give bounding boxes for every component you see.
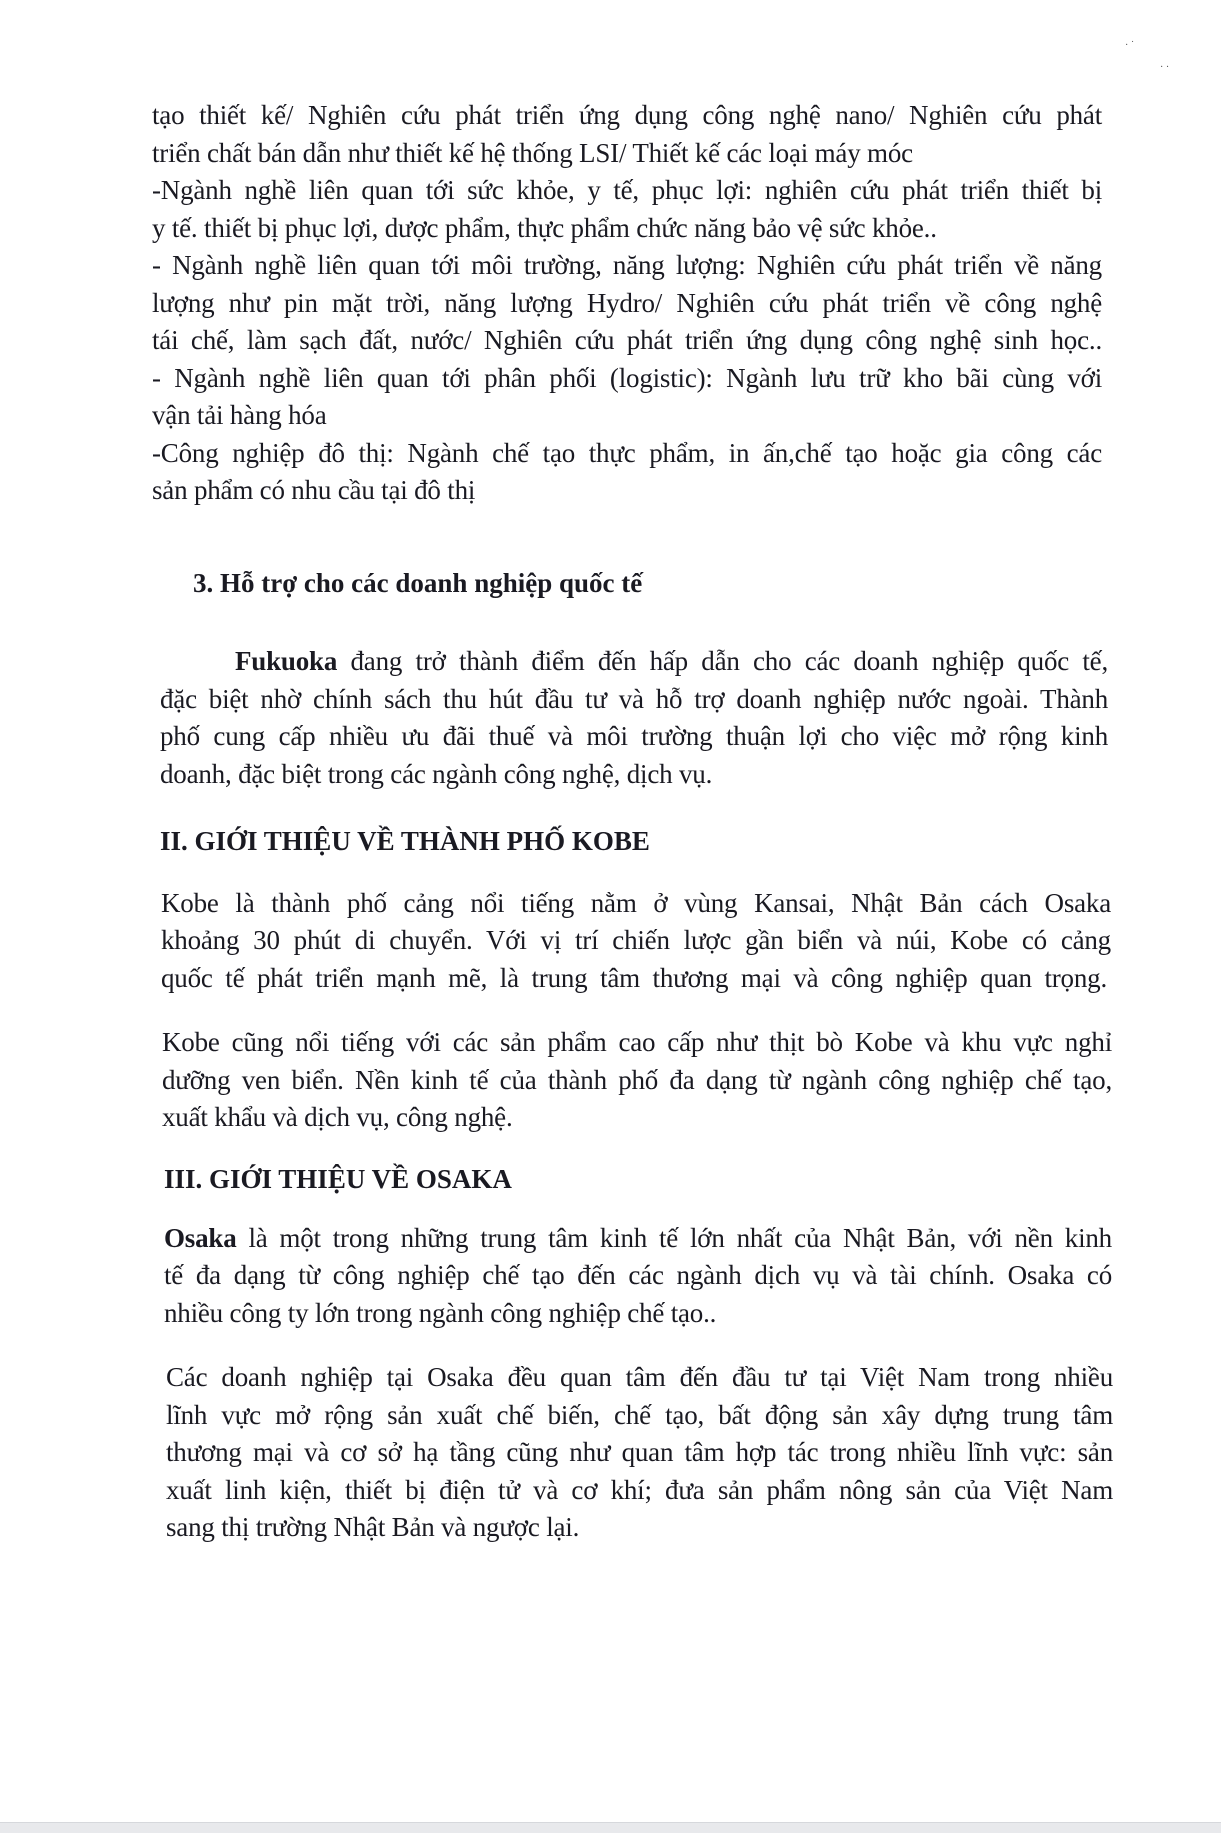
text-line: phố cung cấp nhiều ưu đãi thuế và môi trường thuận lợi cho việc mở rộng kinh [160,721,1108,751]
text-line: Kobe là thành phố cảng nổi tiếng nằm ở vùng Kansai, Nhật Bản cách Osaka [161,888,1111,918]
bold-term: Osaka [164,1223,237,1253]
text-line: lĩnh vực mở rộng sản xuất chế biến, chế tạo, bất động sản xây dựng trung tâm [166,1400,1113,1430]
text-line: - Ngành nghề liên quan tới phân phối (logistic): Ngành lưu trữ kho bãi cùng với [152,363,1102,393]
text-line [164,1222,1112,1254]
text-line: y tế. thiết bị phục lợi, dược phẩm, thực phẩm chức năng bảo vệ sức khỏe.. [152,213,937,243]
section-heading: II. GIỚI THIỆU VỀ THÀNH PHỐ KOBE [160,826,650,856]
scan-speck: · · [1160,62,1170,73]
text-line: Các doanh nghiệp tại Osaka đều quan tâm đến đầu tư tại Việt Nam trong nhiều [166,1362,1113,1392]
text-line: sang thị trường Nhật Bản và ngược lại. [166,1512,580,1542]
section-heading: III. GIỚI THIỆU VỀ OSAKA [164,1164,512,1194]
text-line: lượng như pin mặt trời, năng lượng Hydro/ Nghiên cứu phát triển về công nghệ [152,288,1102,318]
text-line: khoảng 30 phút di chuyển. Với vị trí chiến lược gần biển và núi, Kobe có cảng [161,925,1111,955]
bold-term: Fukuoka [235,646,338,676]
text-line: triển chất bán dẫn như thiết kế hệ thống LSI/ Thiết kế các loại máy móc [152,138,913,168]
scan-speck: · ˙ [1125,40,1135,51]
text-line: sản phẩm có nhu cầu tại đô thị [152,475,476,505]
text-line: doanh, đặc biệt trong các ngành công nghệ, dịch vụ. [160,759,713,789]
section-heading: 3. Hỗ trợ cho các doanh nghiệp quốc tế [193,568,643,598]
text-line: tái chế, làm sạch đất, nước/ Nghiên cứu phát triển ứng dụng công nghệ sinh học.. [152,325,1102,355]
text-span: là một trong những trung tâm kinh tế lớn nhất của Nhật Bản, với nền kinh [236,1223,1112,1253]
viewer-bottom-edge [0,1822,1221,1833]
text-line: vận tải hàng hóa [152,400,327,430]
text-line: -Ngành nghề liên quan tới sức khỏe, y tế, phục lợi: nghiên cứu phát triển thiết bị [152,175,1102,205]
text-line: quốc tế phát triển mạnh mẽ, là trung tâm thương mại và công nghiệp quan trọng. [161,963,1107,993]
text-line: tạo thiết kế/ Nghiên cứu phát triển ứng dụng công nghệ nano/ Nghiên cứu phát [152,100,1102,130]
text-span: đang trở thành điểm đến hấp dẫn cho các doanh nghiệp quốc tế, [337,646,1108,676]
text-line: - Ngành nghề liên quan tới môi trường, năng lượng: Nghiên cứu phát triển về năng [152,250,1102,280]
text-line: Kobe cũng nổi tiếng với các sản phẩm cao cấp như thịt bò Kobe và khu vực nghỉ [162,1027,1112,1057]
text-line: xuất khẩu và dịch vụ, công nghệ. [162,1102,513,1132]
text-line: thương mại và cơ sở hạ tầng cũng như quan tâm hợp tác trong nhiều lĩnh vực: sản [166,1437,1113,1467]
text-line: nhiều công ty lớn trong ngành công nghiệp chế tạo.. [164,1298,717,1328]
text-line: xuất linh kiện, thiết bị điện tử và cơ khí; đưa sản phẩm nông sản của Việt Nam [166,1475,1113,1505]
text-line: dưỡng ven biển. Nền kinh tế của thành phố đa dạng từ ngành công nghiệp chế tạo, [162,1065,1112,1095]
text-line: tế đa dạng từ công nghiệp chế tạo đến các ngành dịch vụ và tài chính. Osaka có [164,1260,1112,1290]
text-line: đặc biệt nhờ chính sách thu hút đầu tư và hỗ trợ doanh nghiệp nước ngoài. Thành [160,684,1108,714]
text-line: -Công nghiệp đô thị: Ngành chế tạo thực phẩm, in ấn,chế tạo hoặc gia công các [152,438,1102,468]
text-line [235,645,1108,677]
